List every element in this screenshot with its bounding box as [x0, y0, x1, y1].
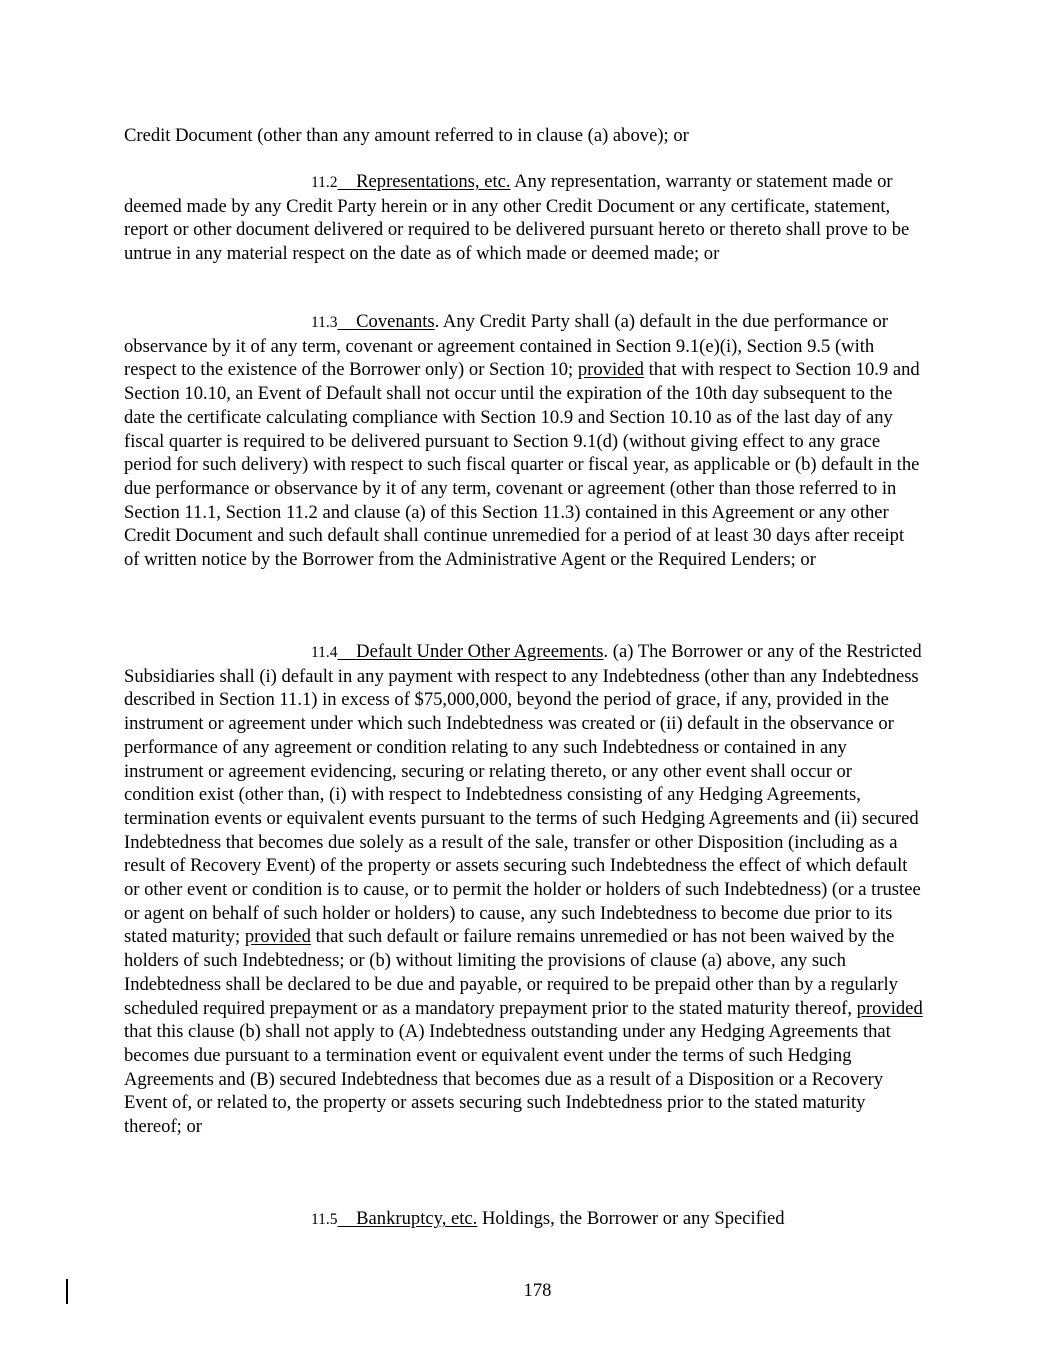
underline-gap: [338, 1208, 357, 1229]
section-body: . (a) The Borrower or any of the Restricted Subsidiaries shall (i) default in any payment with respect to any Indebtedness (other than any Indebtedness described in Section 11.1) in excess of $75,000,000, beyond the period of grace, if any, provided in the instrument or agreement under which such Indebtedness was created or (ii) default in the observance or performance of any agreement or condition relating to any such Indebtedness or contained in any instrument or agreement evidencing, securing or relating thereto, or any other event shall occur or condition exist (other than, (i) with respect to Indebtedness consisting of any Hedging Agreements, termination events or equivalent events pursuant to the terms of such Hedging Agreements and (ii) secured Indebtedness that becomes due solely as a result of the sale, transfer or other Disposition (including as a result of Recovery Event) of the property or assets securing such Indebtedness the effect of which default or other event or condition is to cause, or to permit the holder or holders of such Indebtedness) (or a trustee or agent on behalf of such holder or holders) to cause, any such Indebtedness to become due prior to its stated maturity;: [124, 641, 922, 948]
section-heading: Bankruptcy, etc.: [356, 1208, 478, 1229]
provided-term: provided: [577, 359, 644, 381]
section-body: Any representation, warranty or statement made or deemed made by any Credit Party herein or in any other Credit Document or any certificate, statement, report or other document delivered or required to be delivered pursuant hereto or thereto shall prove to be untrue in any material respect on the date as of which made or deemed made; or: [124, 171, 910, 265]
section-body: . Any Credit Party shall (a) default in the due performance or observance by it of any term, covenant or agreement contained in Section 9.1(e)(i), Section 9.5 (with respect to the existence of the Borrower only) or Section 10;: [124, 311, 888, 381]
section-body: Holdings, the Borrower or any Specified: [477, 1208, 785, 1229]
paragraph-text: Credit Document (other than any amount referred to in clause (a) above); or: [124, 125, 689, 146]
section-heading: Default Under Other Agreements: [356, 641, 604, 662]
section-number: 11.4: [311, 644, 338, 661]
section-body: that with respect to Section 10.9 and Section 10.10, an Event of Default shall not occur until the expiration of the 10th day subsequent to the date the certificate calculating compliance with Section 10.9 and Section 10.10 as of the last day of any fiscal quarter is required to be delivered pursuant to Section 9.1(d) (without giving effect to any grace period for such delivery) with respect to such fiscal quarter or fiscal year, as applicable or (b) default in the due performance or observance by it of any term, covenant or agreement (other than those referred to in Section 11.1, Section 11.2 and clause (a) of this Section 11.3) contained in this Agreement or any other Credit Document and such default shall continue unremedied for a period of at least 30 days after receipt of written notice by the Borrower from the Administrative Agent or the Required Lenders; or: [124, 359, 920, 571]
underline-gap: [338, 641, 357, 662]
section-number: 11.2: [311, 174, 338, 191]
section-number: 11.5: [311, 1211, 338, 1228]
section-11-2: [124, 170, 924, 266]
underline-gap: [338, 311, 357, 332]
section-number: 11.3: [311, 314, 338, 331]
provided-term: provided: [244, 926, 311, 948]
section-heading: Covenants: [356, 311, 435, 332]
section-11-5: [124, 1207, 924, 1232]
paragraph-continuation: [124, 124, 924, 148]
section-11-4: [124, 640, 924, 1139]
section-body: that such default or failure remains unremedied or has not been waived by the holders of such Indebtedness; or (b) without limiting the provisions of clause (a) above, any such Indebtedness shall be declared to be due and payable, or required to be prepaid other than by a regularly scheduled required prepayment or as a mandatory prepayment prior to the stated maturity thereof,: [124, 926, 898, 1019]
section-heading: Representations, etc.: [356, 171, 511, 192]
section-11-3: [124, 310, 924, 572]
provided-term: provided: [856, 997, 923, 1019]
section-body: that this clause (b) shall not apply to (A) Indebtedness outstanding under any Hedging Agreements that becomes due pursuant to a termination event or equivalent event under the terms of such Hedging Agreements and (B) secured Indebtedness that becomes due as a result of a Disposition or a Recovery Event of, or related to, the property or assets securing such Indebtedness prior to the stated maturity thereof; or: [124, 1021, 891, 1138]
page-number: 178: [523, 1280, 552, 1301]
underline-gap: [338, 171, 357, 192]
